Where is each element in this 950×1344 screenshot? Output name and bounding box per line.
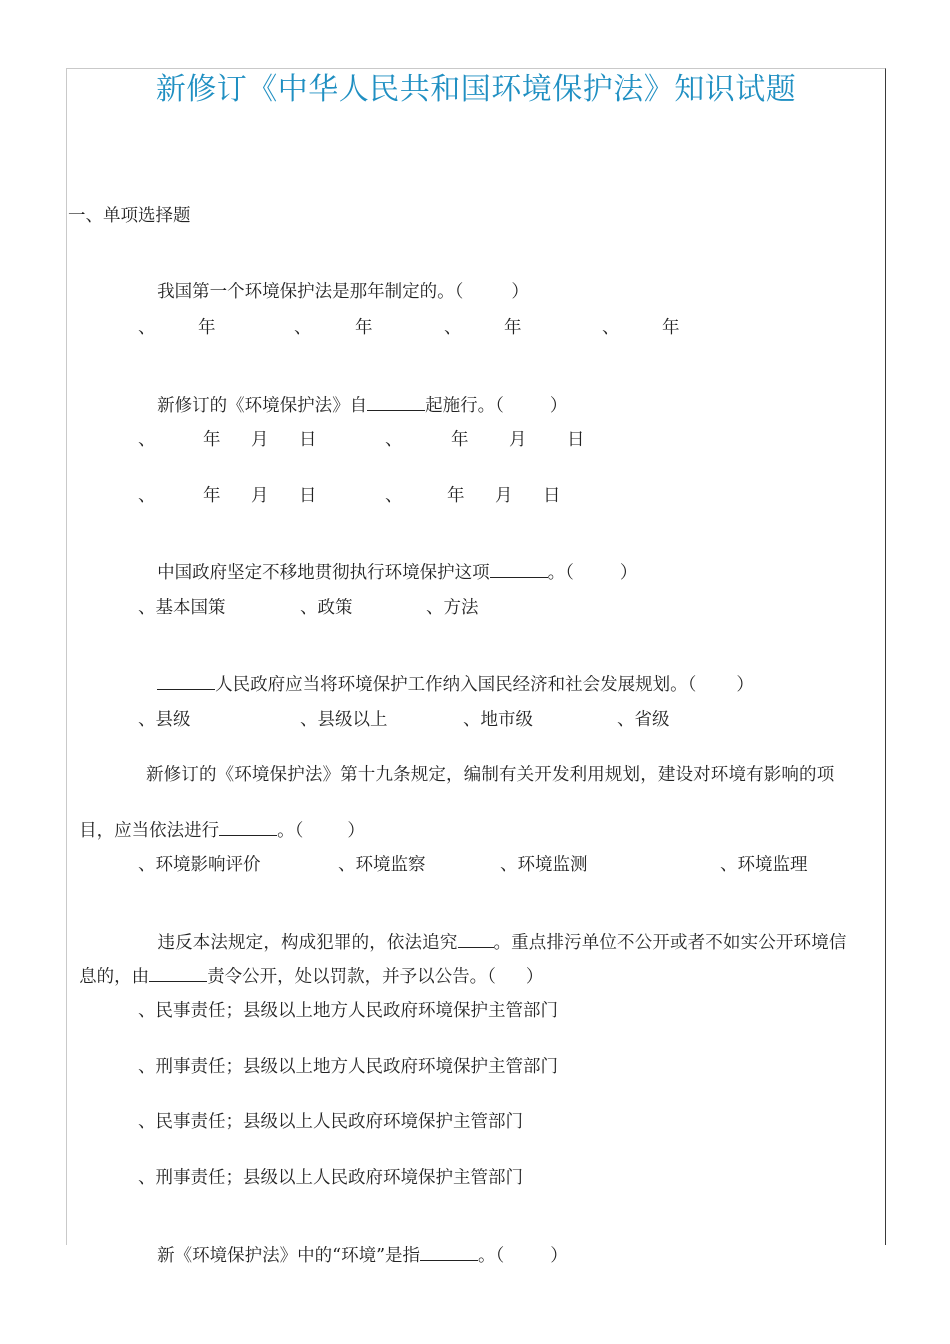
option-item: 、环境监理 [720, 855, 808, 875]
option-item: 、民事责任；县级以上地方人民政府环境保护主管部门 [138, 1001, 558, 1021]
question-1 [146, 262, 529, 302]
option-marker: 、 [138, 318, 156, 338]
option-item: 、县级 [138, 710, 191, 730]
option-text: 年 [447, 486, 465, 506]
option-marker: 、 [444, 318, 462, 338]
option-text: 年 [203, 486, 221, 506]
option-item: 、政策 [300, 598, 353, 618]
answer-blank [219, 819, 277, 836]
question-3-pre: 中国政府坚定不移地贯彻执行环境保护这项 [157, 563, 490, 583]
question-1-paren-close: ） [511, 282, 529, 302]
question-6-line-2-post: 责令公开，处以罚款，并予以公告。（ [207, 967, 496, 987]
option-marker: 、 [138, 486, 156, 506]
question-5-line-1: 新修订的《环境保护法》第十九条规定，编制有关开发利用规划，建设对环境有影响的项 [146, 765, 835, 785]
question-4-paren-close: ） [736, 675, 754, 695]
question-5-post: 。（ [277, 821, 304, 841]
answer-blank [157, 673, 215, 690]
option-text: 日 [543, 486, 561, 506]
option-text: 年 [355, 318, 373, 338]
option-marker: 、 [294, 318, 312, 338]
question-2 [146, 374, 567, 416]
question-6-mid: 。重点排污单位不公开或者不如实公开环境信 [493, 933, 847, 953]
question-7-paren-close: ） [550, 1246, 568, 1266]
option-text: 日 [299, 430, 317, 450]
option-marker: 、 [385, 430, 403, 450]
question-7-post: 。（ [478, 1246, 505, 1266]
option-text: 年 [662, 318, 680, 338]
option-item: 、县级以上 [300, 710, 388, 730]
question-6-line-2 [68, 945, 543, 987]
option-item: 、环境监察 [338, 855, 426, 875]
option-item: 、刑事责任；县级以上人民政府环境保护主管部门 [138, 1168, 523, 1188]
question-6-pre: 违反本法规定，构成犯罪的，依法追究 [157, 933, 458, 953]
question-3 [146, 541, 637, 583]
option-text: 日 [567, 430, 585, 450]
question-3-paren-close: ） [619, 563, 638, 583]
option-text: 年 [451, 430, 469, 450]
option-item: 、方法 [426, 598, 479, 618]
question-2-paren-close: ） [549, 396, 568, 416]
question-5-pre: 目，应当依法进行 [79, 821, 220, 841]
question-7 [146, 1224, 568, 1266]
option-marker: 、 [602, 318, 620, 338]
option-item: 、省级 [617, 710, 670, 730]
option-text: 年 [203, 430, 221, 450]
option-text: 年 [504, 318, 522, 338]
option-item: 、基本国策 [138, 598, 226, 618]
option-item: 、环境影响评价 [138, 855, 261, 875]
question-5-paren-close: ） [347, 821, 365, 841]
answer-blank [149, 965, 207, 982]
document-title: 新修订《中华人民共和国环境保护法》知识试题 [155, 72, 797, 107]
question-6-line-2-pre: 息的，由 [79, 967, 150, 987]
option-item: 、环境监测 [500, 855, 588, 875]
option-item: 、民事责任；县级以上人民政府环境保护主管部门 [138, 1112, 523, 1132]
question-3-post: 。（ [547, 563, 574, 583]
question-1-text: 我国第一个环境保护法是那年制定的。（ [157, 282, 464, 302]
answer-blank [420, 1244, 478, 1261]
question-4-post: 人民政府应当将环境保护工作纳入国民经济和社会发展规划。（ [215, 675, 697, 695]
option-text: 年 [198, 318, 216, 338]
question-4 [146, 653, 754, 695]
option-text: 日 [299, 486, 317, 506]
option-item: 、刑事责任；县级以上地方人民政府环境保护主管部门 [138, 1057, 558, 1077]
question-6-paren-close: ） [525, 967, 544, 987]
question-2-pre: 新修订的《环境保护法》自 [157, 396, 368, 416]
option-text: 月 [251, 486, 269, 506]
option-marker: 、 [138, 430, 156, 450]
question-2-post: 起施行。（ [425, 396, 504, 416]
question-7-pre: 新《环境保护法》中的“环境”是指 [157, 1246, 421, 1266]
option-marker: 、 [385, 486, 403, 506]
answer-blank [367, 394, 425, 411]
option-text: 月 [251, 430, 269, 450]
option-text: 月 [509, 430, 527, 450]
option-text: 月 [495, 486, 513, 506]
option-item: 、地市级 [463, 710, 533, 730]
answer-blank [490, 561, 548, 578]
question-5-line-2 [68, 799, 365, 841]
section-heading: 一、单项选择题 [68, 206, 191, 226]
